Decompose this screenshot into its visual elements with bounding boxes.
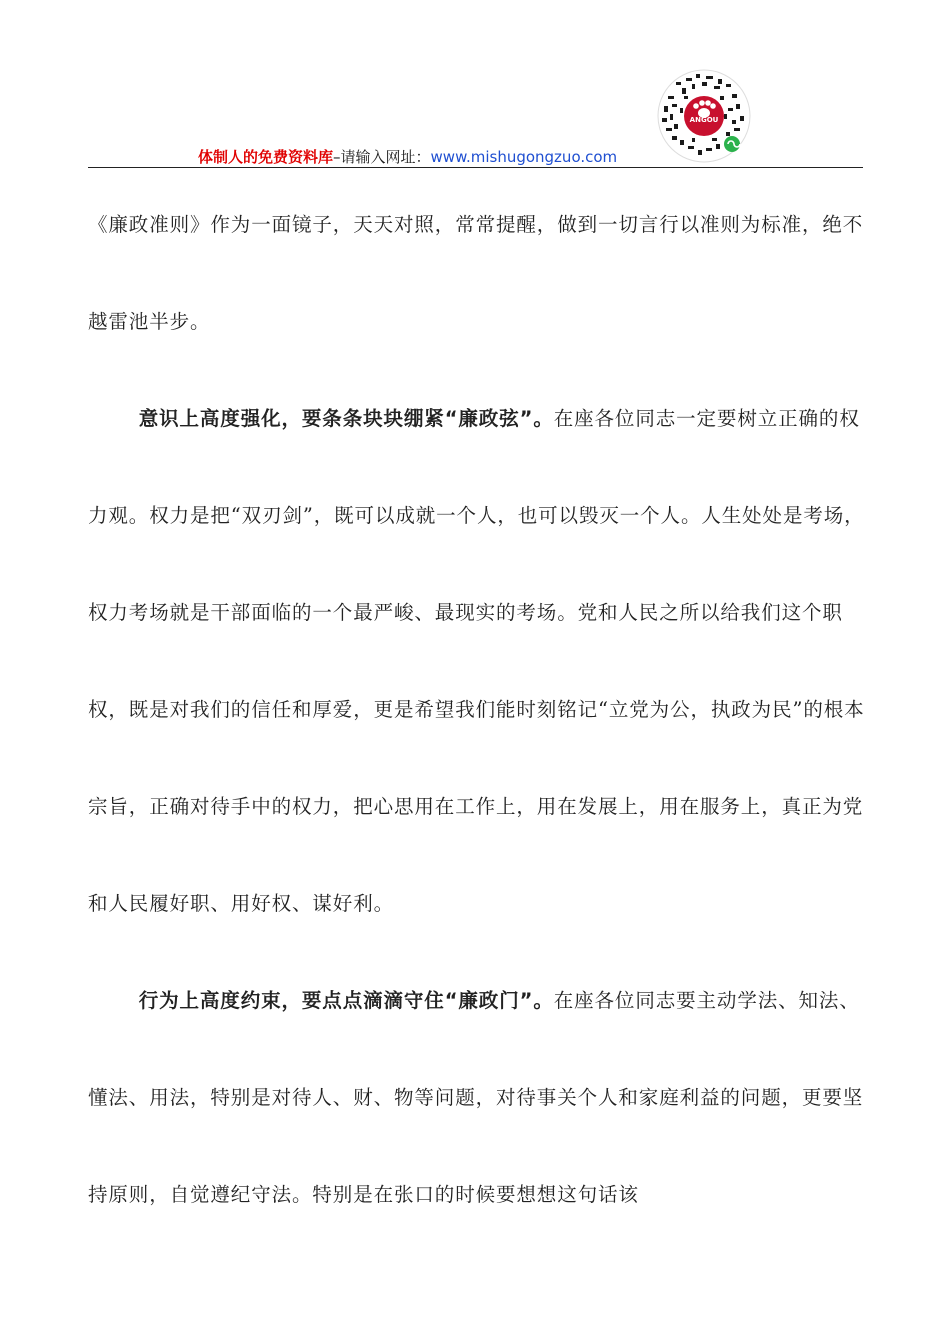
page-header (88, 140, 863, 168)
paragraph-3 (88, 952, 868, 1243)
paragraph-lead: 意识上高度强化，要条条块块绷紧“廉政弦”。 (138, 407, 554, 430)
paragraph-lead: 行为上高度约束，要点点滴滴守住“廉政门”。 (138, 989, 554, 1012)
header-brand: 体制人的免费资料库 (198, 148, 334, 166)
header-url-link[interactable]: www.mishugongzuo.com (430, 148, 618, 166)
header-line (198, 146, 617, 167)
qr-logo-text: ANGOU (689, 116, 719, 124)
header-divider (88, 167, 863, 168)
document-body (88, 176, 868, 1243)
paragraph-1 (88, 176, 868, 370)
paragraph-text: 在座各位同志一定要树立正确的权力观。权力是把“双刃剑”，既可以成就一个人，也可以毁灭一个人。人生处处是考场，权力考场就是干部面临的一个最严峻、最现实的考场。党和人民之所以给我们这个职权，既是对我们的信任和厚爱，更是希望我们能时刻铭记“立党为公，执政为民”的根本宗旨，正确对待手中的权力，把心思用在工作上，用在发展上，用在服务上，真正为党和人民履好职、用好权、谋好利。 (88, 407, 865, 915)
paragraph-text: 在座各位同志要主动学法、知法、懂法、用法，特别是对待人、财、物等问题，对待事关个人和家庭利益的问题，更要坚持原则，自觉遵纪守法。特别是在张口的时候要想想这句话该 (88, 989, 864, 1206)
paragraph-2 (88, 370, 868, 952)
paragraph-text: 《廉政准则》作为一面镜子，天天对照，常常提醒，做到一切言行以准则为标准，绝不越雷池半步。 (88, 213, 864, 333)
header-separator: –请输入网址： (333, 148, 431, 166)
